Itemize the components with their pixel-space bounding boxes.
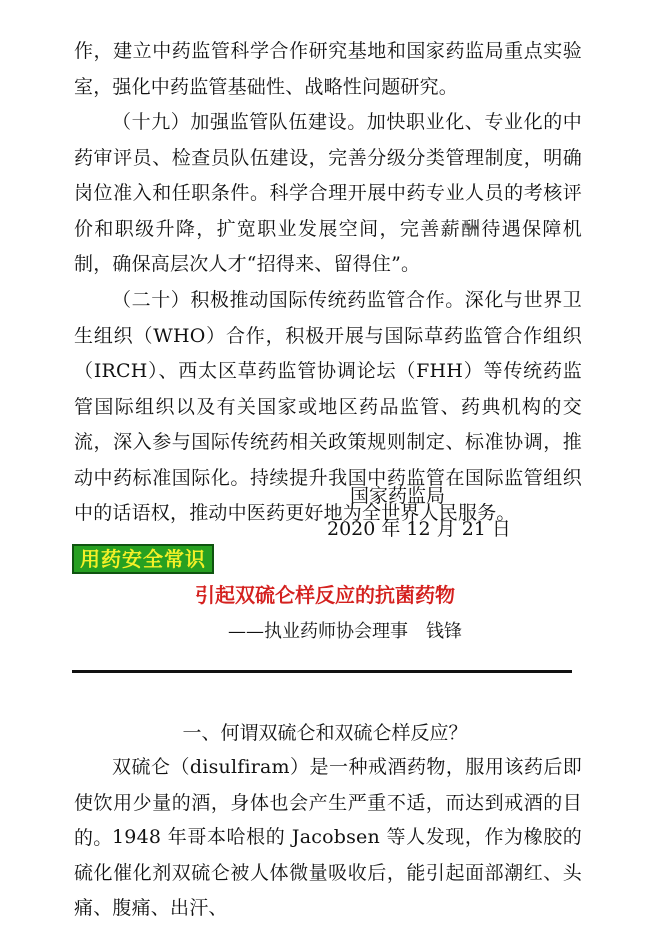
divider-rule <box>72 670 572 673</box>
signature-date: 2020 年 12 月 21 日 <box>327 518 511 540</box>
paragraph-disulfiram: 双硫仑（disulfiram）是一种戒酒药物，服用该药后即使饮用少量的酒，身体也会产生严重不适，而达到戒酒的目的。 <box>74 756 582 849</box>
paragraph-intro-end: 作，建立中药监管科学合作研究基地和国家药监局重点实验室，强化中药监管基础性、战略性问题研究。 <box>74 40 582 98</box>
paragraph-section-20: （二十）积极推动国际传统药监管合作。深化与世界卫生组织（WHO）合作，积极开展与国际草药监管合作组织（IRCH）、西太区草药监管协调论坛（FHH）等传统药监管国际组织以及有关国家或地区药品监管、药典机构的交流，深入参与国际传统药相关政策规则制定、标准协调，推动中药标准国际化。持续提升我国中药监管在国际监管组织中的话语权，推动中医药更好地为全世界人民服务。 <box>74 289 582 524</box>
signature-agency: 国家药监局 <box>350 485 446 507</box>
article-byline: ——执业药师协会理事 钱锋 <box>228 621 462 642</box>
column-badge: 用药安全常识 <box>72 544 214 574</box>
paragraph-history: 1948 年哥本哈根的 Jacobsen 等人发现，作为橡胶的硫化催化剂双硫仑被人体微量吸收后，能引起面部潮红、头痛、腹痛、出汗、 <box>74 826 582 919</box>
section-heading: 一、何谓双硫仑和双硫仑样反应？ <box>182 722 468 744</box>
article-title: 引起双硫仑样反应的抗菌药物 <box>195 583 455 607</box>
paragraph-section-19: （十九）加强监管队伍建设。加快职业化、专业化的中药审评员、检查员队伍建设，完善分级分类管理制度，明确岗位准入和任职条件。科学合理开展中药专业人员的考核评价和职级升降，扩宽职业发展空间，完善薪酬待遇保障机制，确保高层次人才“招得来、留得住”。 <box>74 111 582 275</box>
